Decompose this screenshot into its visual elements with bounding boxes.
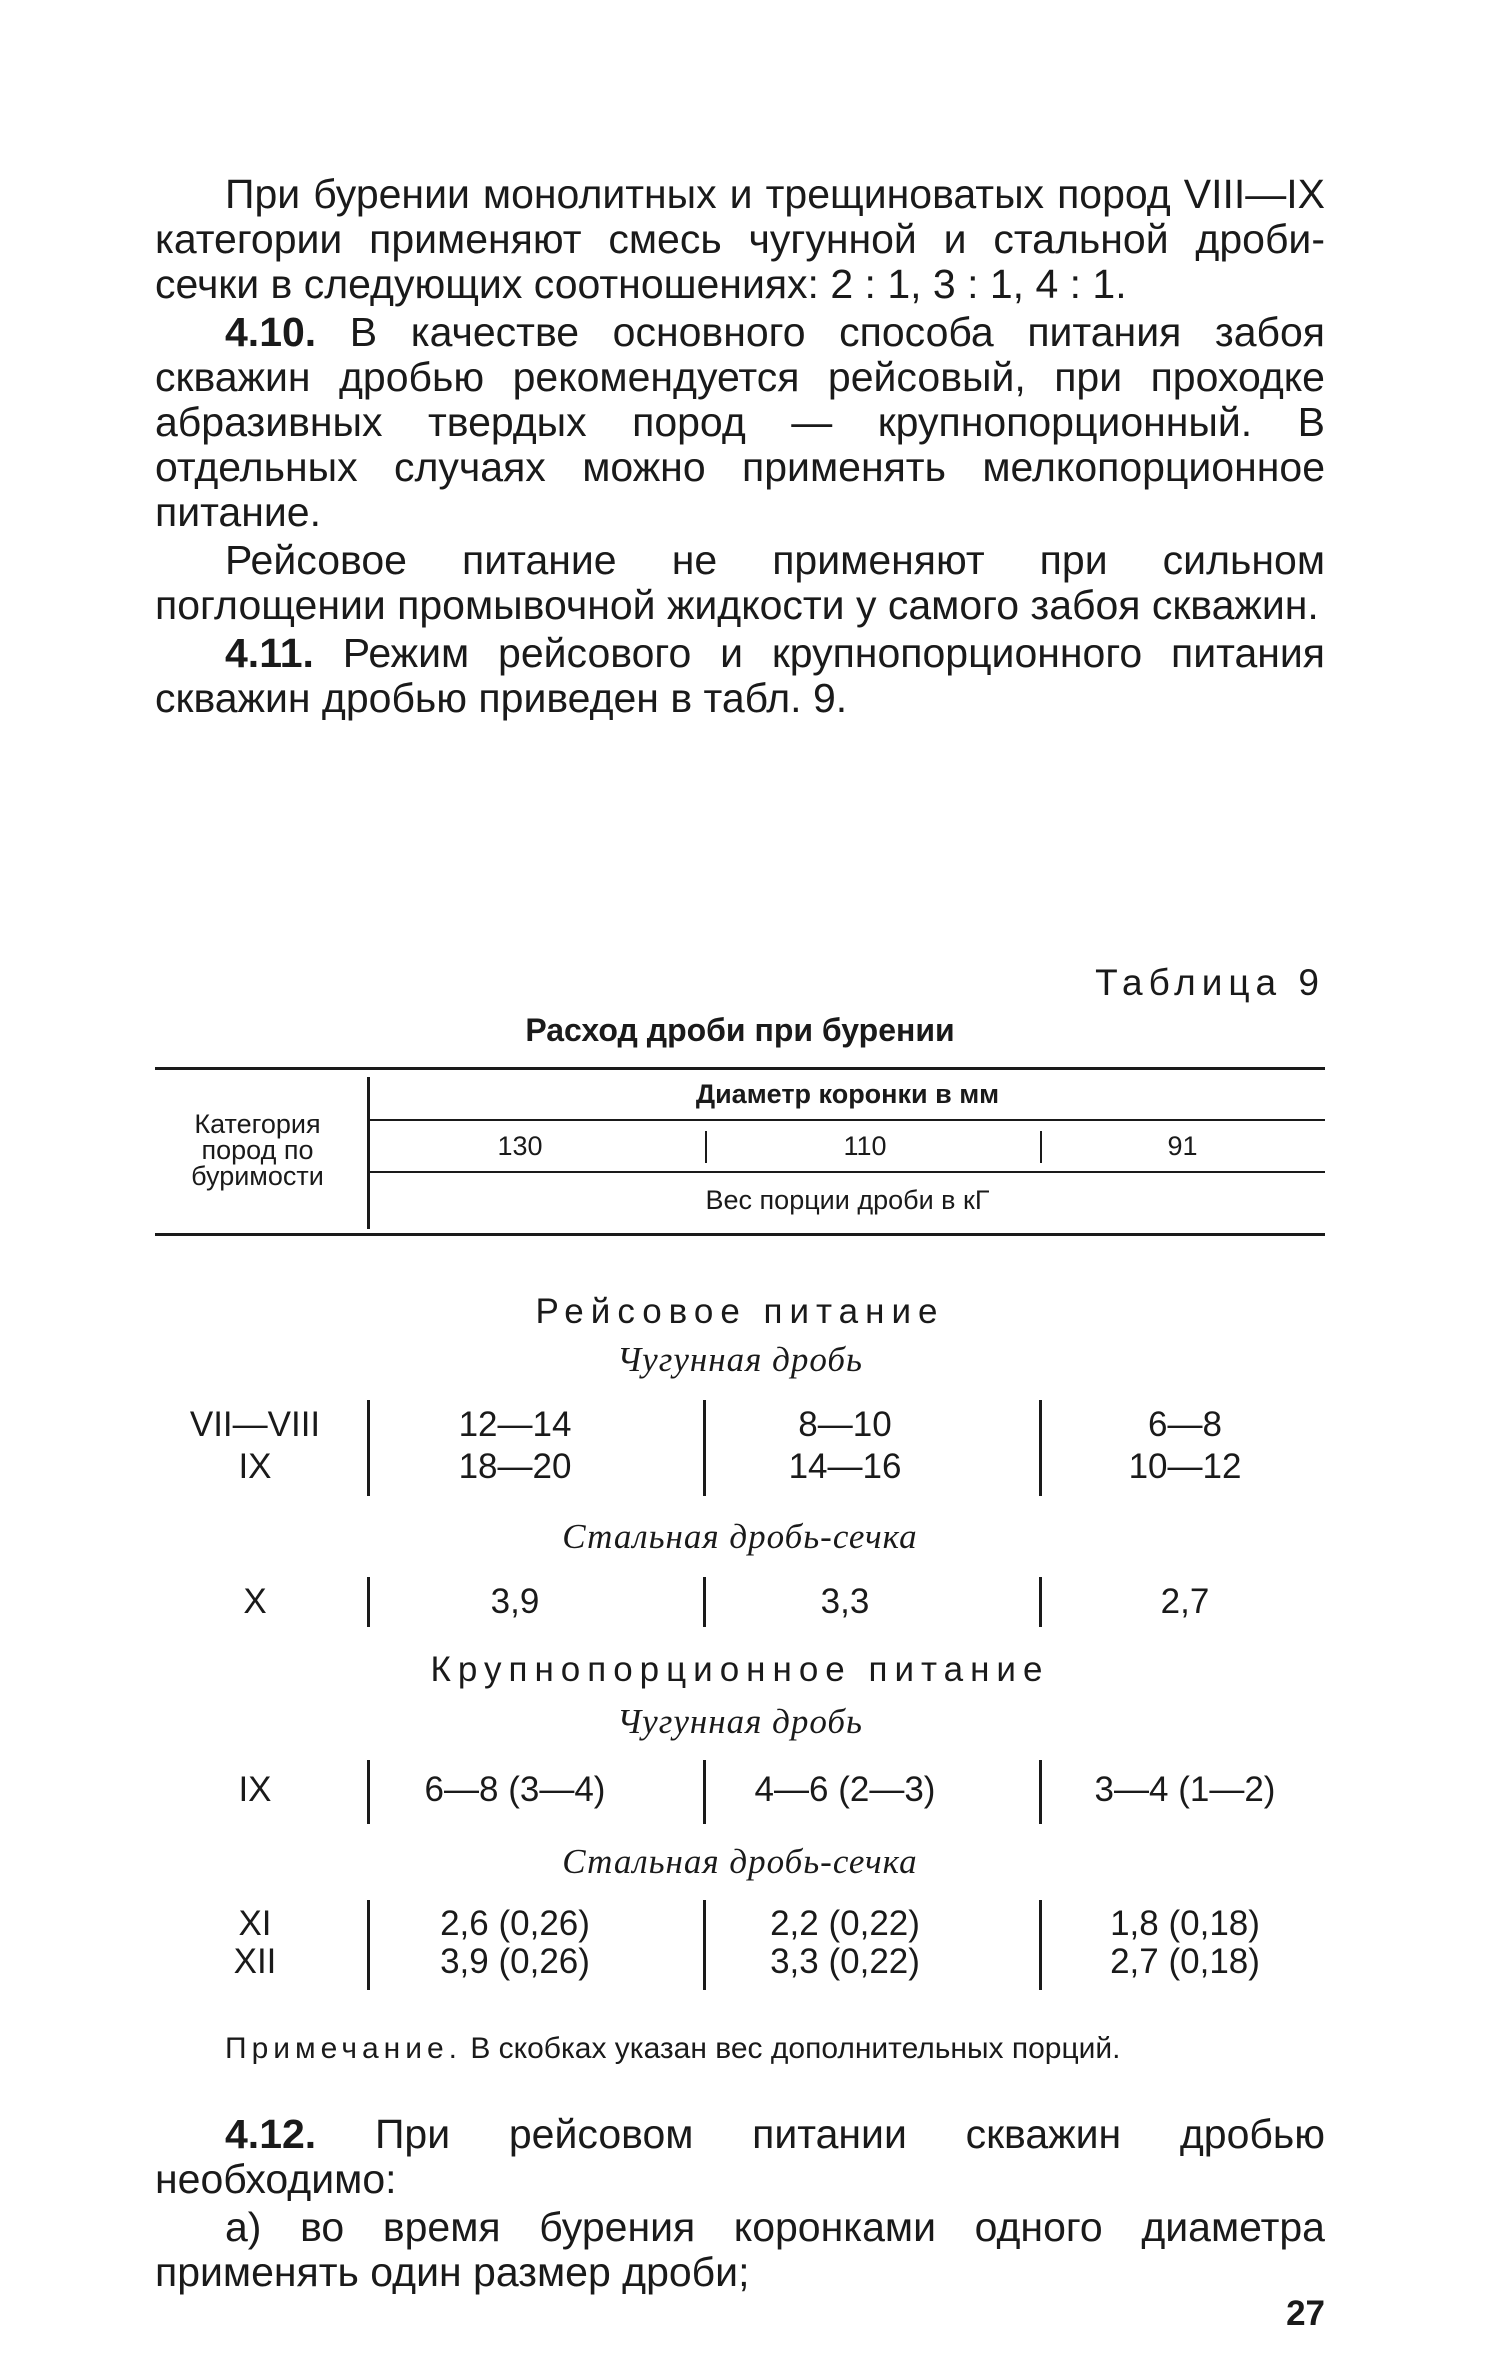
value-cell: 6—8 10—12 <box>1128 1405 1242 1486</box>
document-page <box>155 171 1325 2333</box>
rule <box>1039 1577 1042 1627</box>
rule <box>367 1400 370 1496</box>
paragraph <box>155 310 1325 535</box>
value-cell: 2,2 (0,22) 3,3 (0,22) <box>770 1904 920 1981</box>
value-cell: 12—14 18—20 <box>458 1405 572 1486</box>
header-category: Категория пород по буримости <box>191 1109 324 1191</box>
header-diameter-110: 110 <box>843 1131 887 1161</box>
paragraph <box>155 631 1325 721</box>
category-cell: X <box>243 1582 267 1621</box>
page-number: 27 <box>1286 2294 1325 2333</box>
header-diameter-130: 130 <box>497 1131 543 1161</box>
paragraph-text: При рейсовом питании скважин дробью необходимо: <box>155 2111 1325 2202</box>
section-subtitle: Стальная дробь-сечка <box>562 1517 918 1556</box>
category-cell: XI XII <box>233 1904 277 1981</box>
rule <box>703 1900 706 1990</box>
table-label: Таблица 9 <box>1095 962 1325 1003</box>
table-row <box>155 1905 1325 1981</box>
category-cell: IX <box>238 1770 272 1809</box>
value-cell: 6—8 (3—4) <box>424 1770 606 1809</box>
paragraph-text: Режим рейсового и крупнопорционного питания скважин дробью приведен в табл. 9. <box>155 630 1325 721</box>
rule <box>1039 1900 1042 1990</box>
value-cell: 8—10 14—16 <box>788 1405 902 1486</box>
value-cell: 3,9 <box>490 1582 540 1621</box>
rule <box>703 1400 706 1496</box>
section-title: Крупнопорционное питание <box>430 1650 1050 1689</box>
rule <box>367 1760 370 1824</box>
section-subtitle: Чугунная дробь <box>617 1340 863 1379</box>
section-number: 4.10. <box>225 309 317 355</box>
header-diameter: Диаметр коронки в мм <box>695 1079 1000 1109</box>
rule <box>370 1171 1325 1173</box>
header-diameter-91: 91 <box>1167 1131 1198 1161</box>
section-number: 4.12. <box>225 2111 317 2157</box>
rule <box>155 1233 1325 1236</box>
section-number: 4.11. <box>225 630 314 676</box>
paragraph <box>155 538 1325 628</box>
rule <box>370 1119 1325 1121</box>
paragraph <box>155 2112 1325 2202</box>
rule <box>1039 1760 1042 1824</box>
rule <box>1039 1400 1042 1496</box>
category-cell: VII—VIII IX <box>189 1405 321 1486</box>
value-cell: 4—6 (2—3) <box>754 1770 936 1809</box>
paragraph <box>155 2205 1325 2295</box>
value-cell: 1,8 (0,18) 2,7 (0,18) <box>1110 1904 1260 1981</box>
rule <box>155 1067 1325 1070</box>
paragraph-text: Рейсовое питание не применяют при сильном поглощении промывочной жидкости у самого забоя скважин. <box>155 537 1325 628</box>
section-title: Рейсовое питание <box>535 1292 945 1331</box>
paragraph <box>155 172 1325 307</box>
note-text: В скобках указан вес дополнительных порций. <box>461 2032 1121 2065</box>
note-label: Примечание. <box>225 2032 462 2065</box>
rule <box>367 1900 370 1990</box>
lower-text <box>155 2112 1325 2298</box>
table-header <box>155 1067 1325 1239</box>
header-weight: Вес порции дроби в кГ <box>705 1185 990 1215</box>
value-cell: 2,7 <box>1160 1582 1210 1621</box>
table-row <box>155 1404 1325 1488</box>
value-cell: 3,3 <box>820 1582 870 1621</box>
section-subtitle: Чугунная дробь <box>617 1702 863 1741</box>
table-title: Расход дроби при бурении <box>525 1012 955 1048</box>
rule <box>703 1577 706 1627</box>
table-note <box>225 2032 1121 2066</box>
paragraph-text: При бурении монолитных и трещиноватых пород VIII—IX категории применяют смесь чугунной и стальной дроби-сечки в следующих соотношениях: 2 : 1, 3 : 1, 4 : 1. <box>155 171 1325 307</box>
rule <box>367 1577 370 1627</box>
paragraph-text: В качестве основного способа питания забоя скважин дробью рекомендуется рейсовый, при проходке абразивных твердых пород — крупнопорционный. В отдельных случаях можно применять мелкопорционное питание. <box>155 309 1325 535</box>
rule <box>705 1131 707 1163</box>
section-subtitle: Стальная дробь-сечка <box>562 1842 918 1881</box>
paragraph-text: а) во время бурения коронками одного диаметра применять один размер дроби; <box>155 2204 1325 2295</box>
rule <box>703 1760 706 1824</box>
value-cell: 3—4 (1—2) <box>1094 1770 1276 1809</box>
value-cell: 2,6 (0,26) 3,9 (0,26) <box>440 1904 590 1981</box>
